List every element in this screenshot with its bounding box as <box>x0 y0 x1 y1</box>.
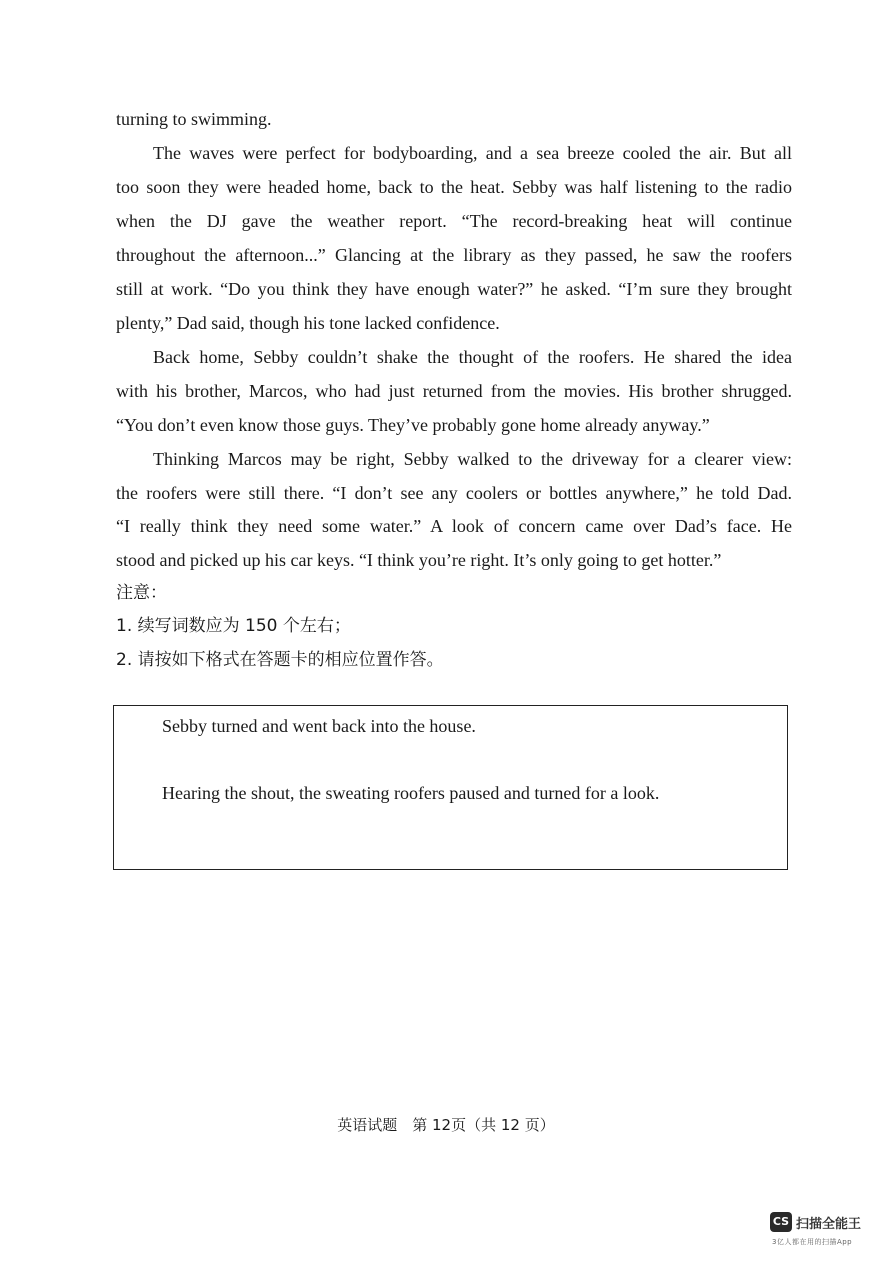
passage-line: stood and picked up his car keys. “I think you’re right. It’s only going to get hotter.” <box>116 550 722 570</box>
camscanner-logo-icon: CS <box>770 1212 792 1232</box>
passage-line: too soon they were headed home, back to the heat. Sebby was half listening to the radio <box>116 177 792 197</box>
passage-line: turning to swimming. <box>116 109 272 129</box>
page-footer: 英语试题 第 12页（共 12 页） <box>337 1116 555 1134</box>
answer-paragraph-start: Sebby turned and went back into the house. <box>162 716 476 736</box>
passage-line: still at work. “Do you think they have enough water?” he asked. “I’m sure they brought <box>116 279 792 299</box>
passage-line: when the DJ gave the weather report. “The record-breaking heat will continue <box>116 211 792 231</box>
passage-line: throughout the afternoon...” Glancing at the library as they passed, he saw the roofers <box>116 245 792 265</box>
passage-line: with his brother, Marcos, who had just returned from the movies. His brother shrugged. <box>116 381 792 401</box>
passage-line: “I really think they need some water.” A look of concern came over Dad’s face. He <box>116 516 792 536</box>
passage-line: The waves were perfect for bodyboarding, and a sea breeze cooled the air. But all <box>153 143 792 163</box>
passage-line: “You don’t even know those guys. They’ve probably gone home already anyway.” <box>116 415 710 435</box>
watermark-app-name: 扫描全能王 <box>796 1217 862 1232</box>
notes-heading: 注意： <box>116 583 167 603</box>
passage-line: plenty,” Dad said, though his tone lacked confidence. <box>116 313 500 333</box>
passage-line: Back home, Sebby couldn’t shake the thought of the roofers. He shared the idea <box>153 347 792 367</box>
watermark-subtitle: 3亿人都在用的扫描App <box>772 1238 853 1246</box>
passage-line: Thinking Marcos may be right, Sebby walked to the driveway for a clearer view: <box>153 449 792 469</box>
answer-paragraph-start: Hearing the shout, the sweating roofers paused and turned for a look. <box>162 783 660 803</box>
passage-line: the roofers were still there. “I don’t see any coolers or bottles anywhere,” he told Dad. <box>116 483 792 503</box>
scanner-watermark <box>770 1212 880 1252</box>
notes-item: 1. 续写词数应为 150 个左右； <box>116 616 351 636</box>
notes-item: 2. 请按如下格式在答题卡的相应位置作答。 <box>116 650 444 670</box>
